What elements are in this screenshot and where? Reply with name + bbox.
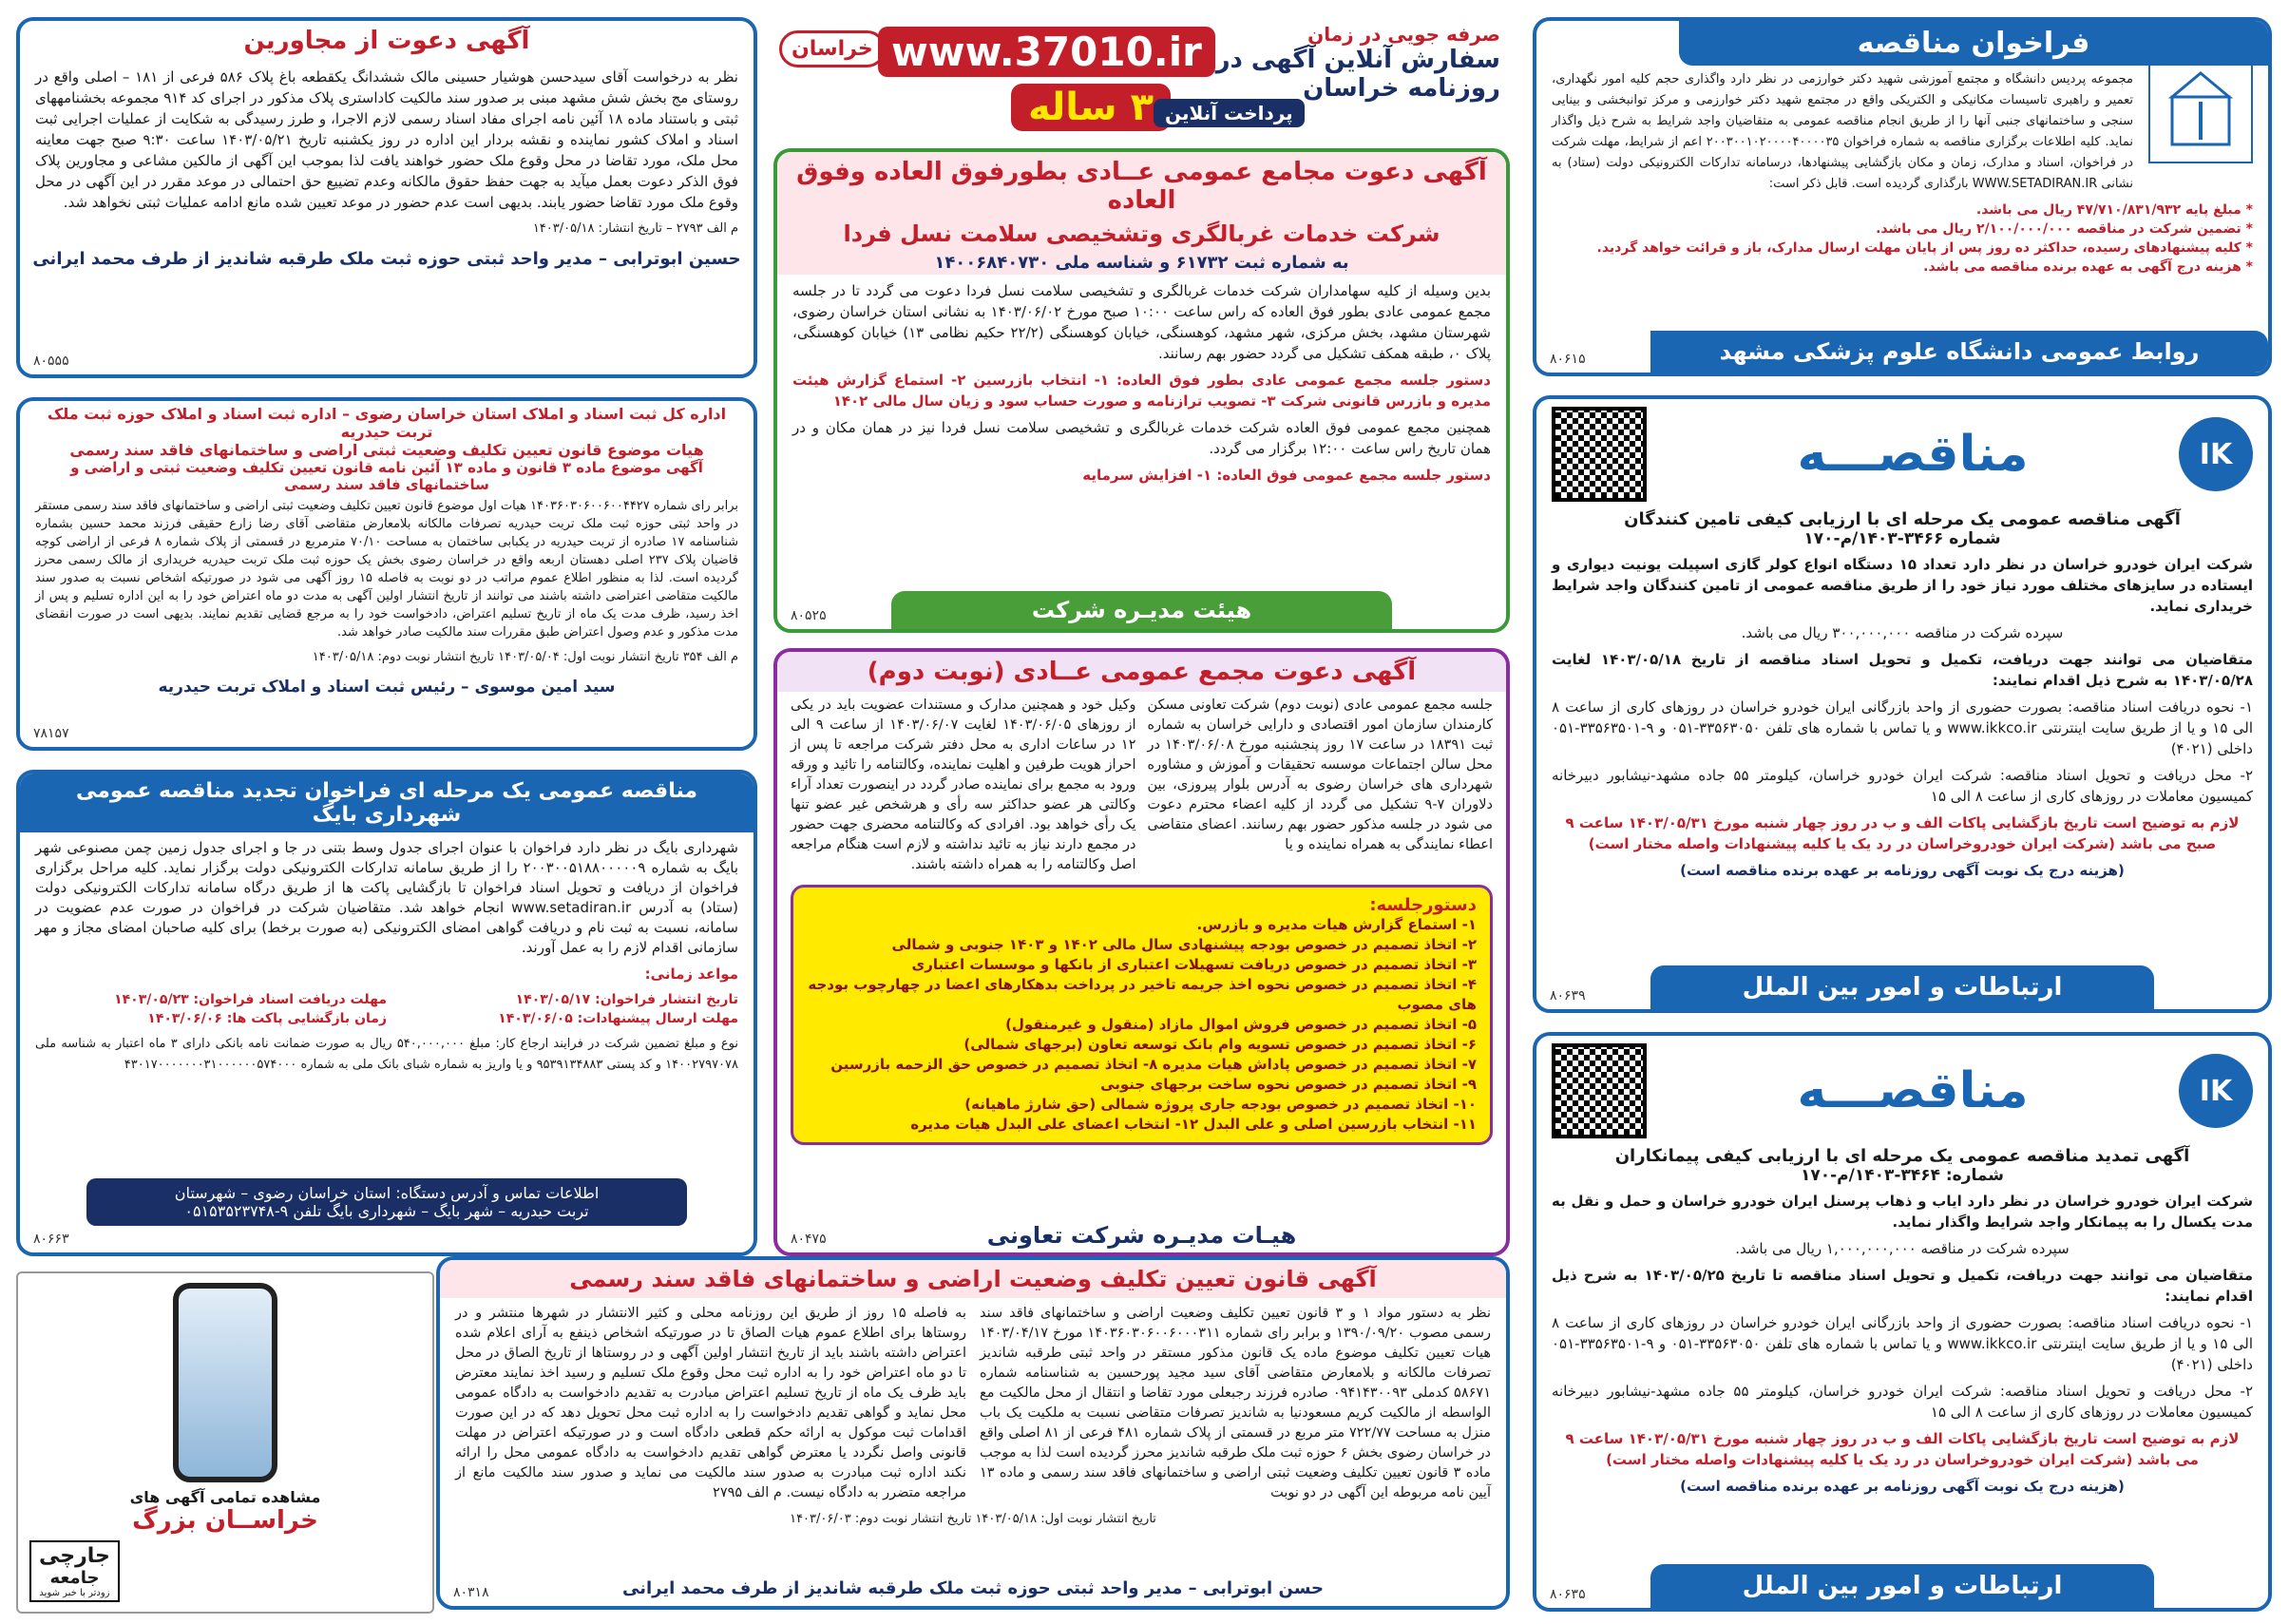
ad-code: ۸۰۳۱۸ [453, 1585, 489, 1600]
tender-step-2: ۲- محل دریافت و تحویل اسناد مناقصه: شرکت ایران خودرو خراسان، کیلومتر ۵۵ جاده مشهد-نیشابور دبیرخانه کمیسیون معاملات در روزهای کاری از ساعت ۸ الی ۱۵ [1552, 1383, 2253, 1421]
tender-footer: ارتباطات و امور بین الملل [1650, 1564, 2154, 1608]
tender-estimate: سپرده شرکت در مناقصه ۱,۰۰۰,۰۰۰,۰۰۰ ریال می باشد. [1735, 1240, 2070, 1257]
notice-title: آگهی دعوت از مجاورین [243, 27, 530, 55]
notice-columns [440, 1298, 1506, 1509]
contact-title: اطلاعات تماس و آدرس دستگاه: استان خراسان رضوی – شهرستان [174, 1184, 600, 1202]
qr-code-icon [1552, 407, 1647, 502]
contact-details: تربت حیدریه – شهر بایگ – شهرداری بایگ تلفن ۹-۰۵۱۵۳۵۲۳۷۴۸ [184, 1202, 589, 1220]
tender-body: مجموعه پردیس دانشگاه و مجتمع آموزشی شهید دکتر خوارزمی در نظر دارد واگذاری حجم کلیه امور نگهداری، تعمیر و راهبری تاسیسات مکانیکی و الکتریکی واقع در مجتمع شهید دکتر خوارزمی و مرکز توانبخشی و بینایی سنجی و ساختمانهای جنبی آنها را از طریق انجام مناقصه عمومی به متقاضیان واجد شرایط به شرح ذیل واگذار نماید. کلیه اطلاعات برگزاری مناقصه به شماره فراخوان ۲۰۰۳۰۰۱۰۲۰۰۰۰۴۰۰۰۰۳۵ اعم از شرایط، مهلت شرکت در فراخوان، اسناد و مدارک، زمان و مکان بازگشایی پیشنهادها، درسامانه تدارکات الکترونیکی دولت (ستاد) به نشانی WWW.SETADIRAN.IR بارگذاری گردیده است. قابل ذکر است: [1552, 72, 2133, 191]
tender-number: شماره: ۳۴۶۴-۱۴۰۳/م-۱۷۰ [1800, 1166, 2004, 1185]
meeting-column-left: وکیل خود و همچنین مدارک و مستندات عضویت باید در یکی از روزهای ۱۴۰۳/۰۶/۰۵ لغایت ۱۴۰۳/۰۶/۰۷ از ساعت ۹ الی ۱۲ در ساعات اداری به محل دفتر شرکت مراجعه تا پس از احراز هویت طرفین و اهلیت نماینده، وکالتنامه را تائید و ورقه ورود به مجمع برای نماینده صادر گردد در اینصورت تعداد آراء وکالتی هر عضو حداکثر سه رأی و هرشخص غیر عضو تنها یک رأی خواهد بود. افرادی که وکالتنامه محضری جهت حضور در مجمع دارند نیاز به تائید نداشته و لازم است هنگام مراجعه اصل وکالتنامه را به همراه داشته باشند. [791, 697, 1136, 872]
promo-text [1216, 23, 1500, 103]
ad-code: ۸۰۶۳۹ [1550, 988, 1586, 1003]
meeting-body: بدین وسیله از کلیه سهامداران شرکت خدمات غربالگری و تشخیصی سلامت نسل فردا دعوت می گردد تا در جلسه مجمع عمومی عادی بطور فوق العاده که راس ساعت ۱۰:۰۰ صبح مورخ ۱۴۰۳/۰۶/۰۲ به نشانی استان خراسان رضوی، شهرستان مشهد، بخش مرکزی، شهر مشهد، کوهسنگی، خیابان کوهسنگی (۲۲/۲ حکیم نظامی ۱۳) خیابان کوهسنگی، پلاک ۰، طبقه همکف تشکیل می گردد حضور بهم رسانند. [792, 282, 1491, 362]
ad-caption-2: خراســان بزرگ [132, 1506, 318, 1535]
tender-deadline: متقاضیان می توانند جهت دریافت، تکمیل و تحویل اسناد مناقصه تا تاریخ ۱۴۰۳/۰۵/۲۵ به شرح ذیل اقدام نمایند: [1552, 1267, 2253, 1305]
agenda-item: ۲- اتخاذ تصمیم در خصوص بودجه پیشنهادی سال مالی ۱۴۰۲ و ۱۴۰۳ جنوبی و شمالی [891, 936, 1477, 953]
meeting-company: شرکت خدمات غربالگری وتشخیصی سلامت نسل فردا [777, 220, 1506, 251]
ikco-logo-icon: IK [2179, 1054, 2253, 1128]
tender-dates-title: مواعد زمانی: [644, 965, 738, 983]
tender-ad-ikco-transport [1533, 1032, 2272, 1612]
notice-meta: م الف ۳۵۴ تاریخ انتشار نوبت اول: ۱۴۰۳/۰۵/۰۴ تاریخ انتشار نوبت دوم: ۱۴۰۳/۰۵/۱۸ [312, 650, 738, 664]
tender-step-1: ۱- نحوه دریافت اسناد مناقصه: بصورت حضوری از واحد بازرگانی ایران خودرو خراسان در روزهای کاری از ساعت ۸ الی ۱۵ و یا از طریق سایت اینترنتی www.ikkco.ir و یا تماس با شماره های تلفن ۳۳۵۶۳۰۵۰-۰۵۱ و ۹-۳۳۵۶۳۵۰۱-۰۵۱ داخلی (۴۰۲۱) [1552, 698, 2254, 757]
tender-cost: (هزینه درج یک نوبت آگهی روزنامه بر عهده برنده مناقصه است) [1680, 862, 2125, 879]
meeting-title: آگهی دعوت مجمع عمومی عــادی (نوبت دوم) [777, 652, 1506, 692]
tender-date: مهلت ارسال پیشنهادات: ۱۴۰۳/۰۶/۰۵ [498, 1011, 738, 1026]
tender-body: شرکت ایران خودرو خراسان در نظر دارد تعداد ۱۵ دستگاه انواع کولر گازی اسپیلت یونیت دیواری و ایستاده در سایزهای مختلف مورد نیاز خود را از طریق مناقصه عمومی از تامین کنندگان واجد شرایط خریداری نماید. [1552, 556, 2253, 615]
notice-meta: م الف ۲۷۹۳ – تاریخ انتشار: ۱۴۰۳/۰۵/۱۸ [532, 221, 738, 236]
tender-date: تاریخ انتشار فراخوان: ۱۴۰۳/۰۵/۱۷ [515, 992, 738, 1007]
tender-point: * تضمین شرکت در مناقصه ۲/۱۰۰/۰۰۰/۰۰۰ ریال می باشد. [1876, 221, 2253, 237]
tender-points [1536, 201, 2268, 277]
tender-ad-ikco-cooler [1533, 395, 2272, 1013]
ikco-logo-icon: IK [2179, 417, 2253, 491]
online-order-promo [773, 17, 1510, 143]
ad-code: ۷۸۱۵۷ [33, 726, 69, 741]
tender-contact [86, 1178, 687, 1226]
notice-column-left: به فاصله ۱۵ روز از طریق این روزنامه محلی و کثیر الانتشار در شهرها منتشر و در روستاها برای اطلاع عموم هیات الصاق تا در صورتیکه اشخاص ذینفع به آرای اعلام شده اعتراض داشته باشند باید از تاریخ انتشار اولین آگهی و در روستاها از تاریخ الصاق در محل تا دو ماه اعتراض خود را به اداره ثبت محل وقوع ملک تسلیم و رسید اخذ نمایند معترض باید ظرف یک ماه از تاریخ تسلیم اعتراض مبادرت به تقدیم دادخواست به دادگاه عمومی محل نماید و گواهی تقدیم دادخواست را به اداره ثبت محل تحویل دهد که در این صورت اقدامات ثبت موکول به ارائه حکم قطعی دادگاه است و در صورتیکه اعتراض در مهلت قانونی واصل نگردد یا معترض گواهی تقدیم دادخواست به دادگاه عمومی محل را ارائه نکند اداره ثبت مبادرت به صدور سند مالکیت می نماید و صدور سند مالکیت مانع از مراجعه متضرر به دادگاه نیست. م الف ۲۷۹۵ [455, 1306, 966, 1500]
meeting-agenda-1: دستور جلسه مجمع عمومی عادی بطور فوق العاده: ۱- انتخاب بازرسین ۲- استماع گزارش هیئت مدیره و بازرس قانونی شرکت ۳- تصویب ترازنامه و صورت حساب سود و زیان سال مالی ۱۴۰۲ [792, 372, 1492, 410]
tender-body: شهرداری بایگ در نظر دارد فراخوان با عنوان اجرای جدول وسط بتنی در جا و اجرای جدول زمین چمن مصنوعی شهر بایگ به شماره ۲۰۰۳۰۰۵۱۸۸۰۰۰۰۰۹ را از طریق سامانه تدارکات الکترونیکی دولت برگزار نماید. کلیه مراحل برگزاری فراخوان از دریافت و تحویل اسناد فراخوان تا بازگشایی پاکت ها از طریق درگاه سامانه تدارکات الکترونیکی دولت (ستاد) به آدرس www.setadiran.ir انجام خواهد شد. متقاضیان شرکت در فراخوان در صورت عدم عضویت در سامانه، نسبت به ثبت نام و دریافت گواهی امضای الکترونیکی (به صورت برخط) برای کلیه صاحبان امضای مجاز و مهر سازمانی اقدام لازم را به عمل آورند. [35, 839, 739, 956]
agenda-item: ۶- اتخاذ تصمیم در خصوص تسویه وام بانک توسعه تعاون (برجهای شمالی) [963, 1036, 1477, 1053]
meeting-body-2: همچنین مجمع عمومی فوق العاده شرکت خدمات غربالگری و تشخیصی سلامت نسل فردا نیز در همان مکان و در همان تاریخ راس ساعت ۱۲:۰۰ برگزار می گردد. [792, 419, 1491, 457]
ad-caption-1: مشاهده تمامی آگهی های [129, 1488, 321, 1506]
jarchi-logo-icon: جارچی جامعه زودتر با خبر شوید [29, 1540, 120, 1602]
promo-pay-button[interactable]: پرداخت آنلاین [1154, 99, 1305, 127]
promo-line-3: روزنامه خراسان [1303, 74, 1500, 103]
tender-number: شماره ۳۴۶۶-۱۴۰۳/م-۱۷۰ [1803, 529, 2001, 548]
tender-header [1536, 1036, 2268, 1146]
notice-column-right: نظر به دستور مواد ۱ و ۳ قانون تعیین تکلیف وضعیت اراضی و ساختمانهای فاقد سند رسمی مصوب ۱۳۹۰/۰۹/۲۰ و برابر رای شماره ۱۴۰۳۶۰۳۰۶۰۰۶۰۰۰۳۱۱ مورخ ۱۴۰۳/۰۴/۱۷ هیات تعیین تکلیف موضوع ماده یک قانون مذکور مستقر در واحد ثبتی طرقبه شاندیز تصرفات مالکانه و بلامعارض متقاضی آقای سید مجید پورحسین به شناسنامه شماره ۵۸۶۷۱ کدملی ۰۹۴۱۴۳۰۰۹۳ صادره فرزند رجبعلی مورد تقاضا و انتقال از محل مالکیت مع الواسطه از مالکیت کریم مسعودنیا به شاندیز تصرفات متقاضی نسبت به ملکیت یک باب منزل به مساحت ۷۲۲/۷۷ متر مربع در قسمتی از پلاک شماره ۴۸۱ فرعی از ۸۱ اصلی واقع در خراسان رضوی بخش ۶ حوزه ثبت ملک طرقبه شاندیز محرز گردیده است لذا به موجب ماده ۳ قانون تعیین تکلیف وضعیت ثبتی اراضی و ساختمانهای فاقد سند رسمی و ماده ۱۳ آیین نامه مربوطه این آگهی در دو نوبت [980, 1306, 1492, 1500]
meeting-title: آگهی دعوت مجامع عمومی عــادی بطورفوق العاده وفوق العاده [777, 152, 1506, 220]
law-notice-torghabe [436, 1256, 1510, 1610]
tender-title: مناقصـــه [1797, 1062, 2029, 1119]
meeting-agenda-2: دستور جلسه مجمع عمومی فوق العاده: ۱- افزایش سرمایه [1082, 467, 1491, 484]
tender-point: * مبلغ پایه ۴۷/۷۱۰/۸۳۱/۹۳۲ ریال می باشد. [1975, 202, 2253, 218]
tender-date: مهلت دریافت اسناد فراخوان: ۱۴۰۳/۰۵/۲۳ [114, 992, 387, 1007]
notice-title: آگهی قانون تعیین تکلیف وضعیت اراضی و ساختمانهای فاقد سند رسمی [440, 1260, 1506, 1298]
notice-body: برابر رای شماره ۱۴۰۳۶۰۳۰۶۰۰۶۰۰۴۴۲۷ هیات اول موضوع قانون تعیین تکلیف وضعیت ثبتی اراضی و ساختمانهای فاقد سند رسمی مستقر در واحد ثبتی حوزه ثبت ملک تربت حیدریه تصرفات مالکانه بلامعارض متقاضی آقای رضا زارع حقیقی فرزند محمد حسین بشماره شناسنامه ۱۷ صادره از تربت حیدریه در یکبابی ساختمان به مساحت ۷۰/۱۰ مترمربع در قسمتی از پلاک شماره ۸ فرعی از اراضی کوچه قاضیان پلاک ۲۳۷ اصلی دهستان اربعه واقع در خراسان رضوی بخش یک حوزه ثبت ملک تربت حیدریه خریداری از مالک رسمی محرز گردیده است. لذا به منظور اطلاع عموم مراتب در دو نوبت به فاصله ۱۵ روز آگهی می شود در صورتیکه اشخاص نسبت به صدور سند مالکیت متقاضی اعتراضی داشته باشند می توانند از تاریخ انتشار اولین آگهی به مدت دو ماه اعتراض خود را به این اداره تسلیم و پس از اخذ رسید، ظرف مدت یک ماه از تاریخ تسلیم اعتراض، دادخواست خود را به مرجع قضایی تقدیم نمایند. بدیهی است در صورت انقضای مدت مذکور و عدم وصول اعتراض طبق مقررات سند مالکیت صادر خواهد شد. [35, 499, 739, 640]
tender-step-1: ۱- نحوه دریافت اسناد مناقصه: بصورت حضوری از واحد بازرگانی ایران خودرو خراسان در روزهای کاری از ساعت ۸ الی ۱۵ و یا از طریق سایت اینترنتی www.ikkco.ir و یا تماس با شماره های تلفن ۳۳۵۶۳۰۵۰-۰۵۱ و ۹-۳۳۵۶۳۵۰۱-۰۵۱ داخلی (۴۰۲۱) [1552, 1314, 2254, 1373]
meeting-columns [777, 692, 1506, 879]
tender-footer: روابط عمومی دانشگاه علوم پزشکی مشهد [1650, 331, 2268, 373]
qr-code-icon [1552, 1043, 1647, 1138]
notice-title: اداره کل ثبت اسناد و املاک استان خراسان رضوی – اداره ثبت اسناد و املاک حوزه ثبت ملک تربت حیدریه [47, 405, 727, 441]
tender-note: لازم به توضیح است تاریخ بازگشایی پاکات الف و ب در روز چهار شنبه مورخ ۱۴۰۳/۰۵/۳۱ ساعت ۹ صبح می باشد (شرکت ایران خودروخراسان در رد یک یا کلیه پیشنهادات واصله مختار است) [1565, 814, 2240, 852]
meeting-reg: به شماره ثبت ۶۱۷۳۲ و شناسه ملی ۱۴۰۰۶۸۴۰۷۳۰ [777, 251, 1506, 275]
promo-line-2: سفارش آنلاین آگهی در [1215, 46, 1500, 74]
tender-step-2: ۲- محل دریافت و تحویل اسناد مناقصه: شرکت ایران خودرو خراسان، کیلومتر ۵۵ جاده مشهد-نیشابور دبیرخانه کمیسیون معاملات در روزهای کاری از ساعت ۸ الی ۱۵ [1552, 767, 2253, 805]
ad-code: ۸۰۶۱۵ [1550, 352, 1586, 367]
tender-header [1536, 399, 2268, 509]
tender-subtitle: آگهی تمدید مناقصه عمومی یک مرحله ای با ارزیابی کیفی پیمانکاران [1614, 1146, 2190, 1166]
tender-note: لازم به توضیح است تاریخ بازگشایی پاکات الف و ب در روز چهار شنبه مورخ ۱۴۰۳/۰۵/۳۱ ساعت ۹ می باشد (شرکت ایران خودروخراسان در رد یک یا کلیه پیشنهادات واصله مختار است) [1565, 1430, 2240, 1468]
notice-signature: حسن ابوترابی – مدیر واحد ثبتی حوزه ثبت ملک طرقبه شاندیز از طرف محمد ایرانی [622, 1578, 1324, 1598]
notice-subtitle-1: هیات موضوع قانون تعیین تکلیف وضعیت ثبتی اراضی و ساختمانهای فاقد سند رسمی [69, 441, 704, 459]
agenda-title: دستورجلسه: [1369, 895, 1477, 915]
agenda-item: ۱۰- اتخاذ تصمیم در خصوص بودجه جاری پروژه شمالی (حق شارژ ماهیانه) [964, 1096, 1477, 1113]
tender-body: شرکت ایران خودرو خراسان در نظر دارد ایاب و ذهاب پرسنل ایران خودرو خراسان و حمل و نقل به مدت یکسال را به پیمانکار واجد شرایط واگذار نماید. [1552, 1193, 2253, 1231]
agenda-item: ۱۱- انتخاب بازرسین اصلی و علی البدل ۱۲- انتخاب اعضای علی البدل هیات مدیره [910, 1116, 1477, 1133]
ad-code: ۸۰۴۷۵ [791, 1232, 827, 1247]
tender-title: مناقصـــه [1797, 426, 2029, 483]
university-logo-icon [2148, 59, 2253, 163]
tender-point: * کلیه پیشنهادهای رسیده، حداکثر ده روز پس از پایان مهلت ارسال مدارک، باز و قرائت خواهد گردید. [1596, 240, 2253, 256]
agenda-item: ۴- اتخاذ تصمیم در خصوص نحوه اخذ جریمه تاخیر در پرداخت بدهکارهای اعضا در چهارچوب بودجه های مصوب [808, 976, 1477, 1013]
notice-dates: تاریخ انتشار نوبت اول: ۱۴۰۳/۰۵/۱۸ تاریخ انتشار نوبت دوم: ۱۴۰۳/۰۶/۰۳ [790, 1512, 1156, 1526]
tender-cost: (هزینه درج یک نوبت آگهی روزنامه بر عهده برنده مناقصه است) [1680, 1478, 2125, 1495]
notice-signature: سید امین موسوی – رئیس ثبت اسناد و املاک تربت حیدریه [158, 678, 616, 697]
meeting-footer: هیـات مدیـره شرکت تعاونی [986, 1222, 1297, 1249]
ad-code: ۸۰۵۲۵ [791, 608, 827, 623]
khorasan-logo-icon: خراسان [779, 30, 886, 67]
jarchi-app-ad [16, 1271, 434, 1614]
meeting-ad-nasle-farda [773, 148, 1510, 633]
tender-point: * هزینه درج آگهی به عهده برنده مناقصه می باشد. [1923, 259, 2253, 275]
tender-guarantee: نوع و مبلغ تضمین شرکت در فرایند ارجاع کار: مبلغ ۵۴۰,۰۰۰,۰۰۰ ریال به صورت ضمانت نامه بانکی دارای ۳ ماه اعتبار به شناسه ملی ۱۴۰۰۲۷۹۷۰۷۸ و کد پستی ۹۵۳۹۱۳۴۸۸۳ و یا واریز به شماره شبای بانک ملی به شماره ۴۳۰۱۷۰۰۰۰۰۰۰۳۱۰۰۰۰۰۰۵۷۴۰۰۰ [35, 1037, 739, 1072]
meeting-ad-cooperative [773, 648, 1510, 1256]
ad-code: ۸۰۶۶۳ [33, 1232, 69, 1247]
promo-line-1: صرفه جویی در زمان [1307, 23, 1500, 46]
notice-body: نظر به درخواست آقای سیدحسن هوشیار حسینی مالک ششدانگ یکقطعه باغ پلاک ۵۸۶ فرعی از ۱۸۱ – اصلی واقع در روستای مج بخش شش مشهد مبنی بر صدور سند مالکیت کاداستری پلاک مذکور در اجرای کد ۹۱۴ مجموعه بخشنامههای ثبتی و باستناد ماده ۱۸ آئین نامه اجرای مفاد اسناد رسمی لازم الاجرا، و طرز رسیدگی به شکایت از عملیات اجرایی ثبت اسناد و املاک کشور نماینده و نقشه بردار این اداره در روز یکشنبه تاریخ ۱۴۰۳/۰۵/۲۱ ساعت ۹:۳۰ صبح جهت معاینه محل ملک، مورد تقاضا در محل وقوع ملک حضور خواهند یافت لذا بموجب این آگهی از مالکین مشاعی و مجاورین پلاک فوق الذکر دعوت بعمل میآید به جهت حفظ حقوق مالکانه وعدم تضییع حق احتمالی در موعد مقرر در این آگهی در محل وقوع ملک مورد تقاضا حضور یابند. بدیهی است عدم حضور در موعد تعیین شده مانع ادامه عملیات ثبتی نخواهد شد. [35, 68, 738, 211]
meeting-footer: هیئت مدیـره شرکت [891, 591, 1392, 629]
agenda-item: ۵- اتخاذ تصمیم در خصوص فروش اموال مازاد (منقول و غیرمنقول) [1005, 1016, 1477, 1033]
ad-code: ۸۰۵۵۵ [33, 353, 69, 369]
torbat-registry-notice [16, 397, 757, 751]
meeting-agenda [791, 885, 1493, 1145]
meeting-column-right: جلسه مجمع عمومی عادی (نوبت دوم) شرکت تعاونی مسکن کارمندان سازمان امور اقتصادی و دارایی خراسان به شماره ثبت ۱۸۳۹۱ در ساعت ۱۷ روز پنجشنبه مورخ ۱۴۰۳/۰۶/۰۸ در محل سالن اجتماعات موسسه تحقیقات و آموزش و مشاوره شهرداری های خراسان رضوی به آدرس بلوار پیروزی، بین دلاوران ۷-۹ تشکیل می گردد از کلیه اعضاء محترم دعوت می شود در جلسه مذکور حضور بهم رسانند. اعضای متقاضی اعطاء نمایندگی به همراه نماینده و یا [1147, 697, 1493, 852]
tender-footer: ارتباطات و امور بین الملل [1650, 965, 2154, 1009]
tender-date: زمان بازگشایی پاکت ها: ۱۴۰۳/۰۶/۰۶ [147, 1011, 387, 1026]
tender-dates [20, 990, 753, 1028]
agenda-item: ۹- اتخاذ تصمیم در خصوص نحوه ساخت برجهای جنوبی [1100, 1076, 1477, 1093]
tender-title: فراخوان مناقصه [1679, 21, 2268, 66]
phone-mockup-icon [18, 1273, 432, 1482]
notice-signature: حسین ابوترابی – مدیر واحد ثبتی حوزه ثبت ملک طرقبه شاندیز از طرف محمد ایرانی [32, 249, 741, 269]
tender-ad-university [1533, 17, 2272, 376]
tender-subtitle: آگهی مناقصه عمومی یک مرحله ای با ارزیابی کیفی تامین کنندگان [1624, 509, 2181, 529]
bayg-municipality-tender [16, 770, 757, 1256]
promo-website-link[interactable]: www.37010.ir [878, 27, 1215, 77]
neighbors-notice [16, 17, 757, 378]
tender-deadline: متقاضیان می توانند جهت دریافت، تکمیل و تحویل اسناد مناقصه از تاریخ ۱۴۰۳/۰۵/۱۸ لغایت ۱۴۰۳/۰۵/۲۸ به شرح ذیل اقدام نمایند: [1552, 651, 2254, 689]
ad-code: ۸۰۶۳۵ [1550, 1587, 1586, 1602]
tender-estimate: سپرده شرکت در مناقصه ۳۰۰,۰۰۰,۰۰۰ ریال می باشد. [1741, 624, 2064, 641]
promo-price-badge: ۳ ساله [1011, 84, 1171, 131]
notice-subtitle-2: آگهی موضوع ماده ۳ قانون و ماده ۱۳ آئین نامه قانون تعیین تکلیف وضعیت ثبتی و اراضی و ساختمانهای فاقد سند رسمی [70, 459, 703, 493]
tender-title: مناقصه عمومی یک مرحله ای فراخوان تجدید مناقصه عمومی شهرداری بایگ [20, 774, 753, 832]
agenda-item: ۷- اتخاذ تصمیم در خصوص پاداش هیات مدیره ۸- اتخاذ تصمیم در خصوص حق الزحمه بازرسین [830, 1056, 1477, 1073]
agenda-item: ۱- استماع گزارش هیات مدیره و بازرس. [1196, 916, 1477, 933]
agenda-item: ۳- اتخاذ تصمیم در خصوص دریافت تسهیلات اعتباری از بانکها و موسسات اعتباری [911, 956, 1477, 973]
